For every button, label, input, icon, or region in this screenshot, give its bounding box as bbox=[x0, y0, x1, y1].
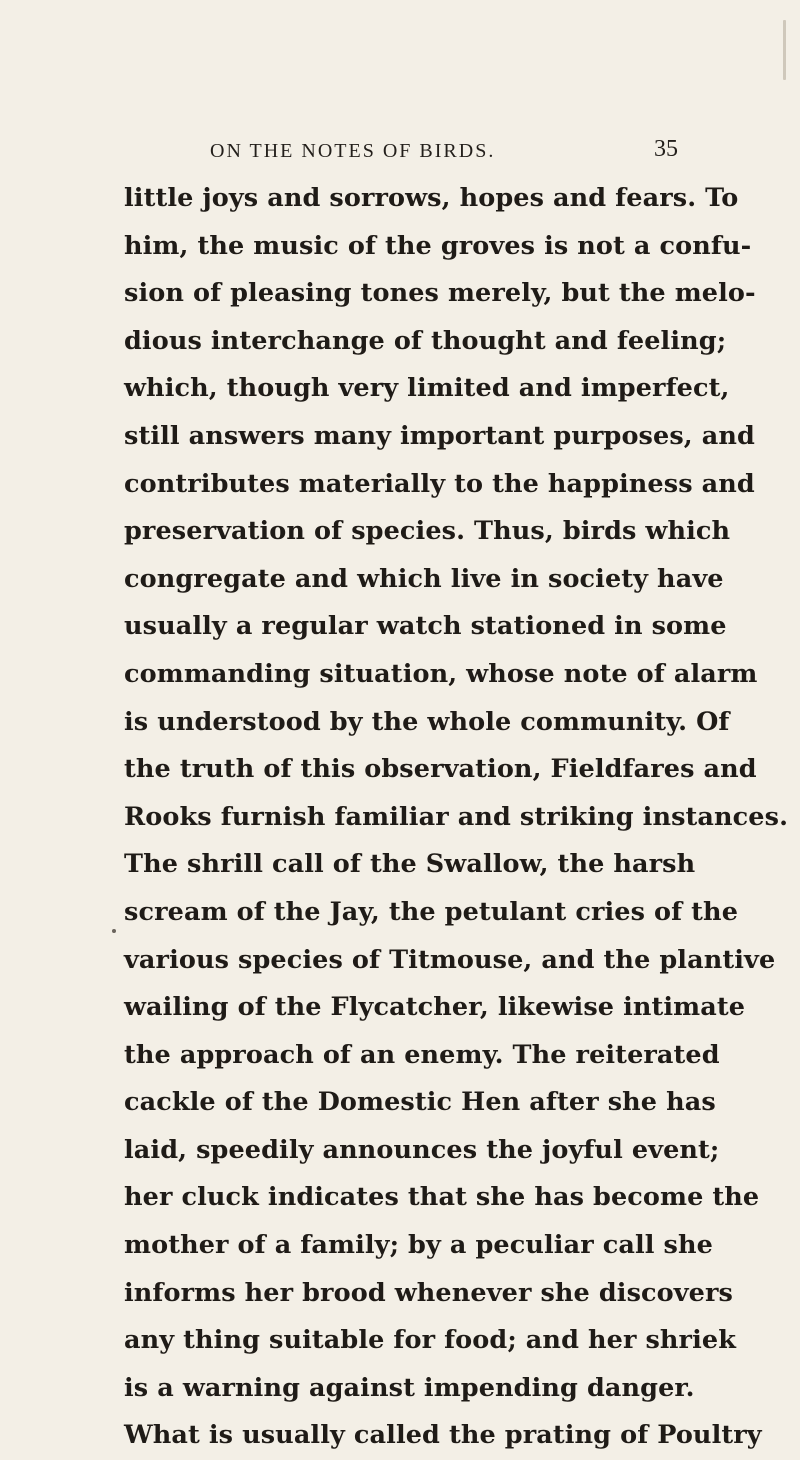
running-title: ON THE NOTES OF BIRDS. bbox=[210, 140, 496, 162]
text-line: is a warning against impending danger. bbox=[124, 1372, 695, 1403]
text-line: is understood by the whole community. Of bbox=[124, 706, 730, 737]
text-line: usually a regular watch stationed in some bbox=[124, 611, 727, 642]
page-edge-mark bbox=[783, 20, 786, 80]
text-line: her cluck indicates that she has become the bbox=[124, 1182, 760, 1213]
text-line: any thing suitable for food; and her shriek bbox=[124, 1325, 736, 1356]
text-line: the approach of an enemy. The reiterated bbox=[124, 1039, 720, 1070]
text-line: preservation of species. Thus, birds which bbox=[124, 516, 731, 547]
text-line: the truth of this observation, Fieldfares and bbox=[124, 754, 757, 785]
text-line: The shrill call of the Swallow, the harsh bbox=[124, 849, 696, 880]
text-line: various species of Titmouse, and the plantive bbox=[124, 944, 776, 975]
body-text bbox=[124, 175, 789, 1460]
text-line: him, the music of the groves is not a confu- bbox=[124, 230, 752, 261]
text-line: contributes materially to the happiness and bbox=[124, 468, 755, 499]
text-line: mother of a family; by a peculiar call she bbox=[124, 1230, 713, 1261]
text-line: Rooks furnish familiar and striking instances. bbox=[124, 801, 789, 832]
text-line: dious interchange of thought and feeling; bbox=[124, 325, 727, 356]
text-line: cackle of the Domestic Hen after she has bbox=[124, 1087, 716, 1118]
text-line: which, though very limited and imperfect, bbox=[124, 373, 730, 404]
text-line: laid, speedily announces the joyful event; bbox=[124, 1134, 720, 1165]
text-line: What is usually called the prating of Poultry bbox=[124, 1420, 762, 1451]
running-head bbox=[100, 136, 700, 166]
text-line: commanding situation, whose note of alarm bbox=[124, 658, 758, 689]
text-line: wailing of the Flycatcher, likewise intimate bbox=[124, 992, 746, 1023]
print-speck bbox=[112, 929, 116, 933]
text-line: little joys and sorrows, hopes and fears. To bbox=[124, 183, 739, 213]
text-line: sion of pleasing tones merely, but the melo- bbox=[124, 278, 756, 309]
page-number: 35 bbox=[654, 136, 678, 162]
text-line: scream of the Jay, the petulant cries of the bbox=[124, 896, 739, 927]
text-line: congregate and which live in society have bbox=[124, 563, 724, 594]
text-line: still answers many important purposes, and bbox=[124, 420, 755, 451]
text-line: informs her brood whenever she discovers bbox=[124, 1277, 733, 1308]
